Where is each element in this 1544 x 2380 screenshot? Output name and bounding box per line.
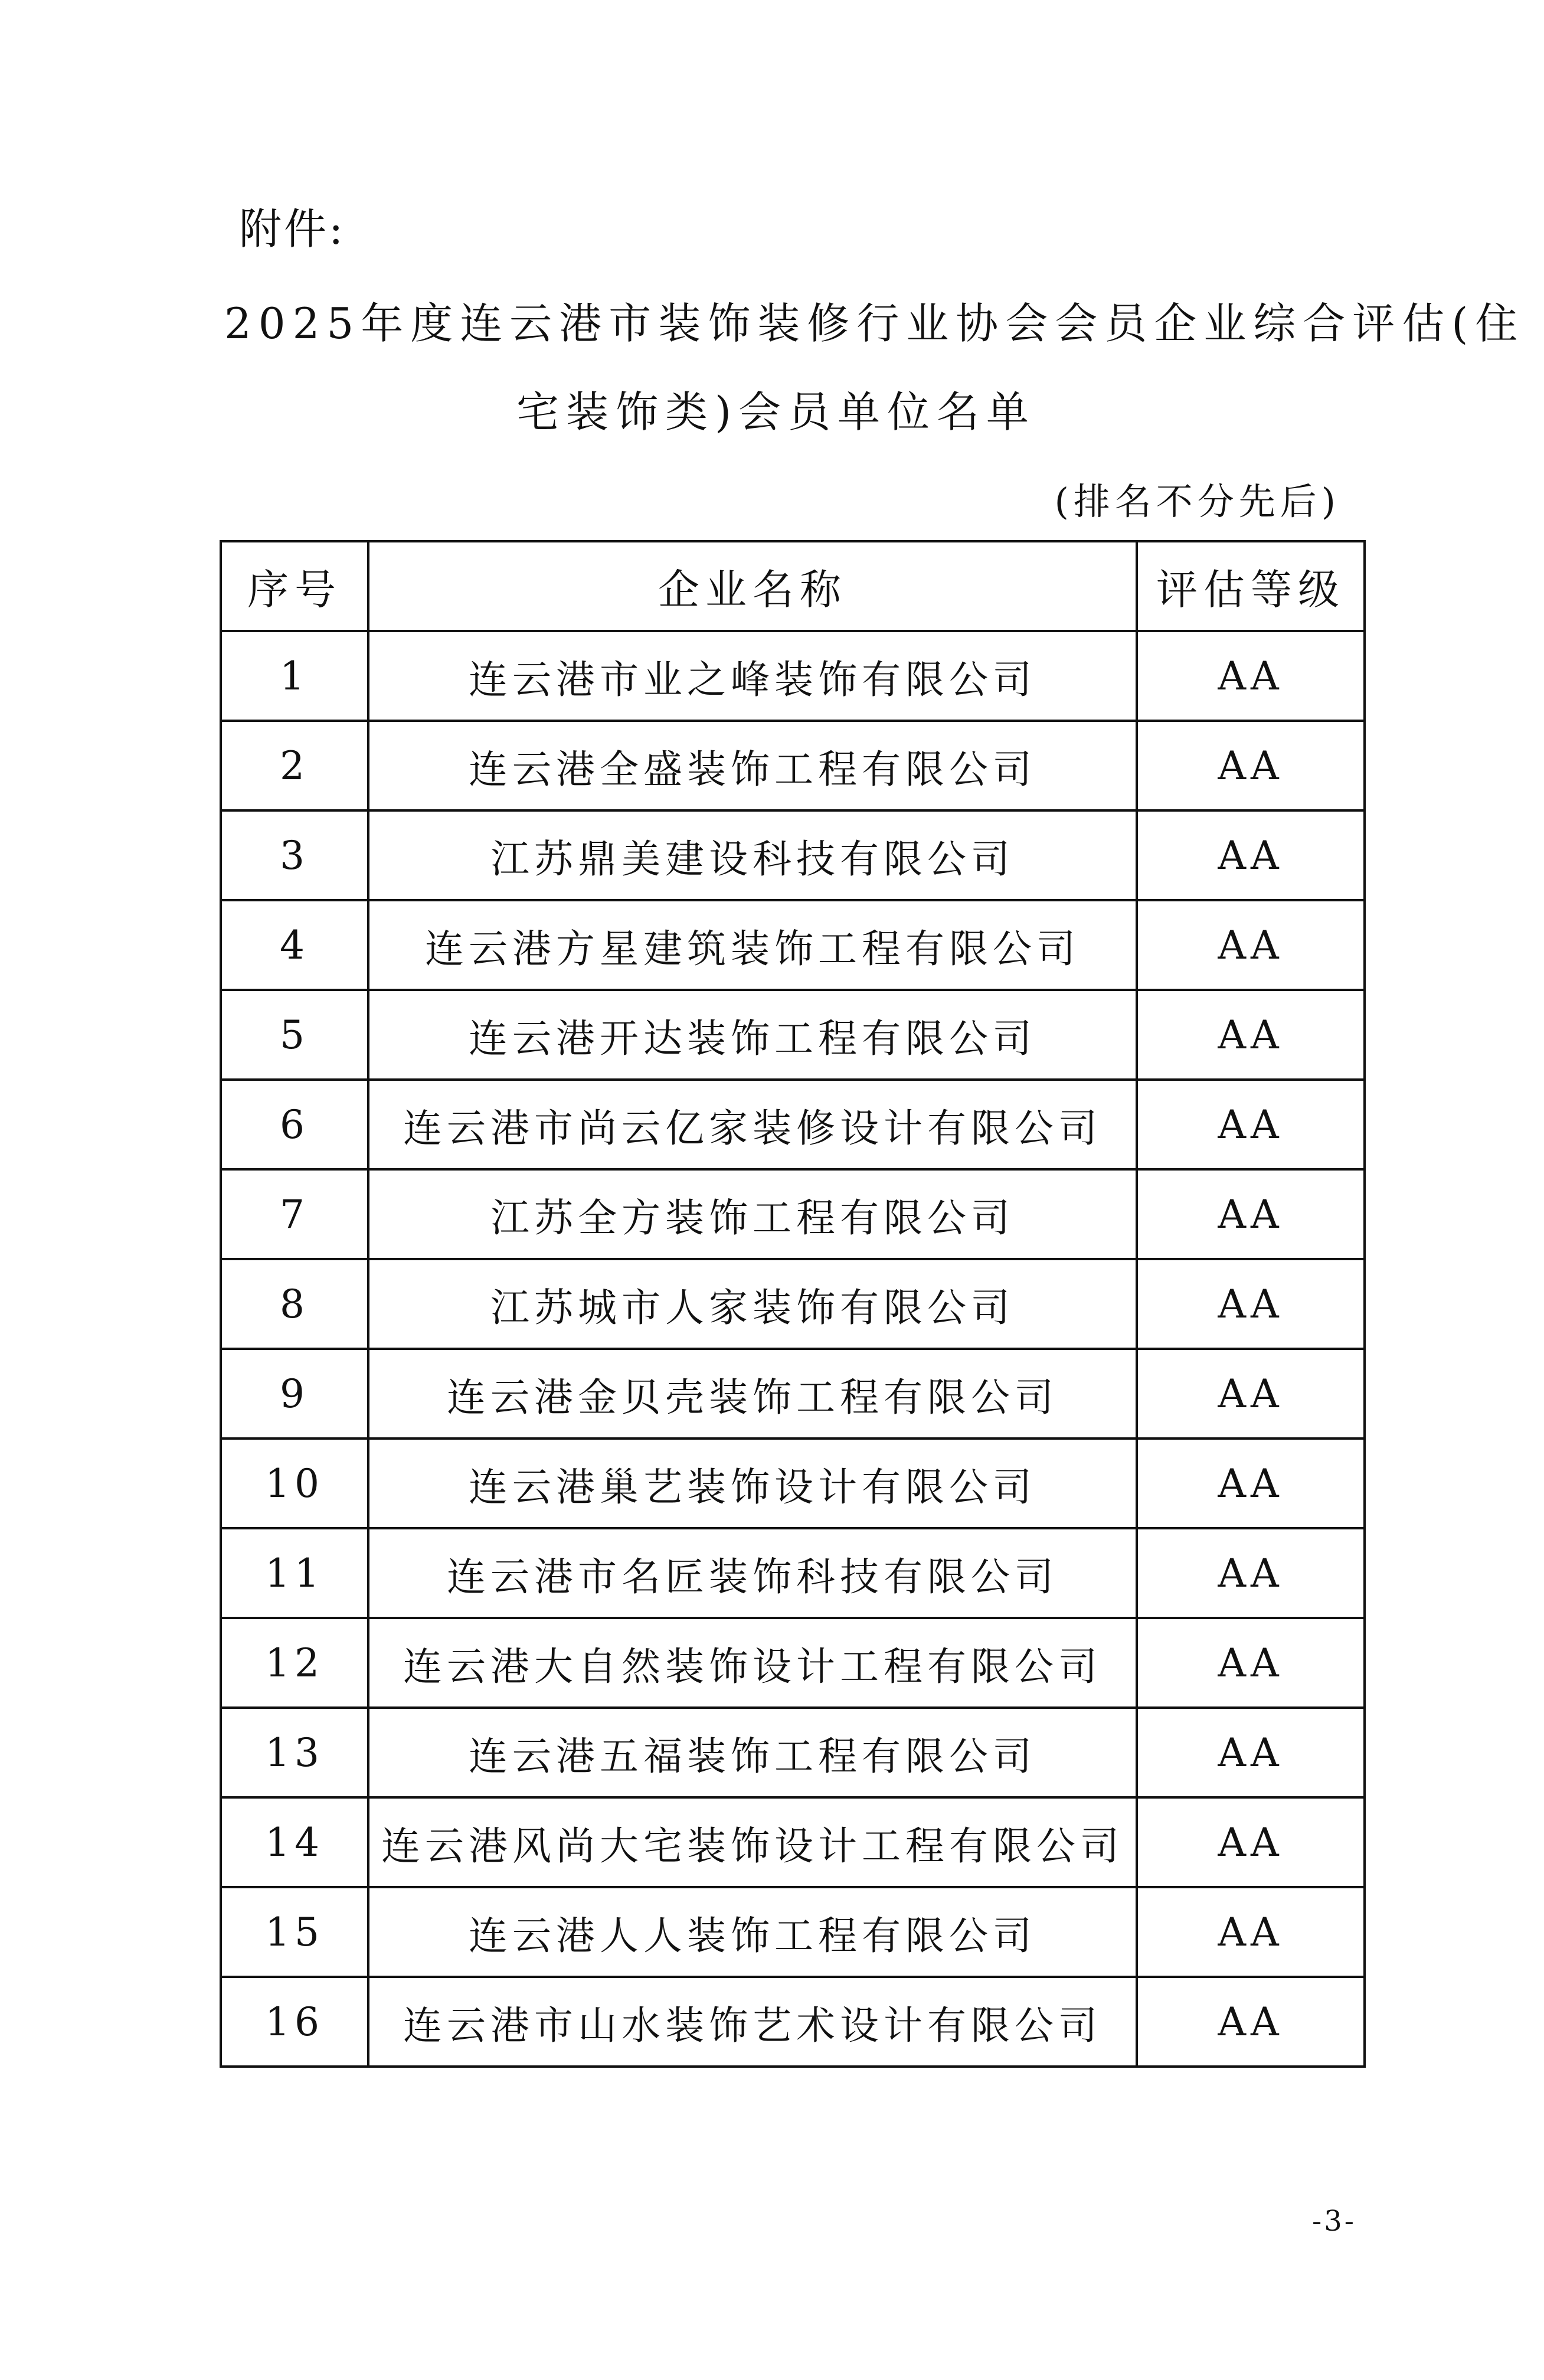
row-company-name: 连云港巢艺装饰设计有限公司 [368,1439,1137,1528]
row-grade: AA [1137,1169,1365,1259]
header-company-name: 企业名称 [368,541,1137,631]
row-grade: AA [1137,631,1365,721]
document-title-line-2: 宅装饰类)会员单位名单 [516,387,1036,437]
row-grade: AA [1137,1708,1365,1797]
table-row [221,1349,1365,1439]
row-company-name: 连云港金贝壳装饰工程有限公司 [368,1349,1137,1439]
row-index: 14 [221,1797,368,1887]
row-index: 3 [221,810,368,900]
table-row [221,990,1365,1080]
row-company-name: 连云港风尚大宅装饰设计工程有限公司 [368,1797,1137,1887]
table-row [221,1797,1365,1887]
table-row [221,1439,1365,1528]
row-company-name: 连云港开达装饰工程有限公司 [368,990,1137,1080]
row-company-name: 连云港大自然装饰设计工程有限公司 [368,1618,1137,1708]
row-company-name: 江苏全方装饰工程有限公司 [368,1169,1137,1259]
row-company-name: 连云港方星建筑装饰工程有限公司 [368,900,1137,990]
row-index: 16 [221,1977,368,2067]
row-grade: AA [1137,1618,1365,1708]
row-index: 6 [221,1080,368,1169]
row-company-name: 连云港市名匠装饰科技有限公司 [368,1528,1137,1618]
table-row [221,1977,1365,2067]
row-grade: AA [1137,1259,1365,1349]
table-row [221,1080,1365,1169]
row-index: 2 [221,721,368,810]
row-company-name: 江苏鼎美建设科技有限公司 [368,810,1137,900]
row-index: 4 [221,900,368,990]
row-index: 11 [221,1528,368,1618]
row-grade: AA [1137,900,1365,990]
row-index: 8 [221,1259,368,1349]
table-row [221,1618,1365,1708]
row-company-name: 江苏城市人家装饰有限公司 [368,1259,1137,1349]
header-grade: 评估等级 [1137,541,1365,631]
row-grade: AA [1137,1349,1365,1439]
row-index: 12 [221,1618,368,1708]
row-index: 10 [221,1439,368,1528]
row-grade: AA [1137,1080,1365,1169]
table-row [221,810,1365,900]
header-index: 序号 [221,541,368,631]
row-company-name: 连云港市尚云亿家装修设计有限公司 [368,1080,1137,1169]
table-row [221,721,1365,810]
row-grade: AA [1137,1528,1365,1618]
row-grade: AA [1137,1439,1365,1528]
row-index: 15 [221,1887,368,1977]
row-grade: AA [1137,990,1365,1080]
ranking-note: (排名不分先后) [1054,480,1340,523]
row-grade: AA [1137,1797,1365,1887]
row-index: 13 [221,1708,368,1797]
page-number: -3- [1312,2205,1356,2238]
row-index: 9 [221,1349,368,1439]
attachment-label: 附件: [239,204,346,254]
row-company-name: 连云港全盛装饰工程有限公司 [368,721,1137,810]
table-row [221,1708,1365,1797]
table-row [221,1259,1365,1349]
row-index: 1 [221,631,368,721]
table-row [221,1528,1365,1618]
table-row [221,1887,1365,1977]
table-row [221,1169,1365,1259]
member-table [220,540,1366,2068]
row-grade: AA [1137,1977,1365,2067]
document-title-line-1: 2025年度连云港市装饰装修行业协会会员企业综合评估(住 [224,299,1525,348]
table-row [221,631,1365,721]
row-company-name: 连云港五福装饰工程有限公司 [368,1708,1137,1797]
row-company-name: 连云港市业之峰装饰有限公司 [368,631,1137,721]
row-index: 7 [221,1169,368,1259]
row-grade: AA [1137,721,1365,810]
row-company-name: 连云港人人装饰工程有限公司 [368,1887,1137,1977]
table-header-row [221,541,1365,631]
row-grade: AA [1137,810,1365,900]
row-index: 5 [221,990,368,1080]
row-company-name: 连云港市山水装饰艺术设计有限公司 [368,1977,1137,2067]
row-grade: AA [1137,1887,1365,1977]
table-row [221,900,1365,990]
